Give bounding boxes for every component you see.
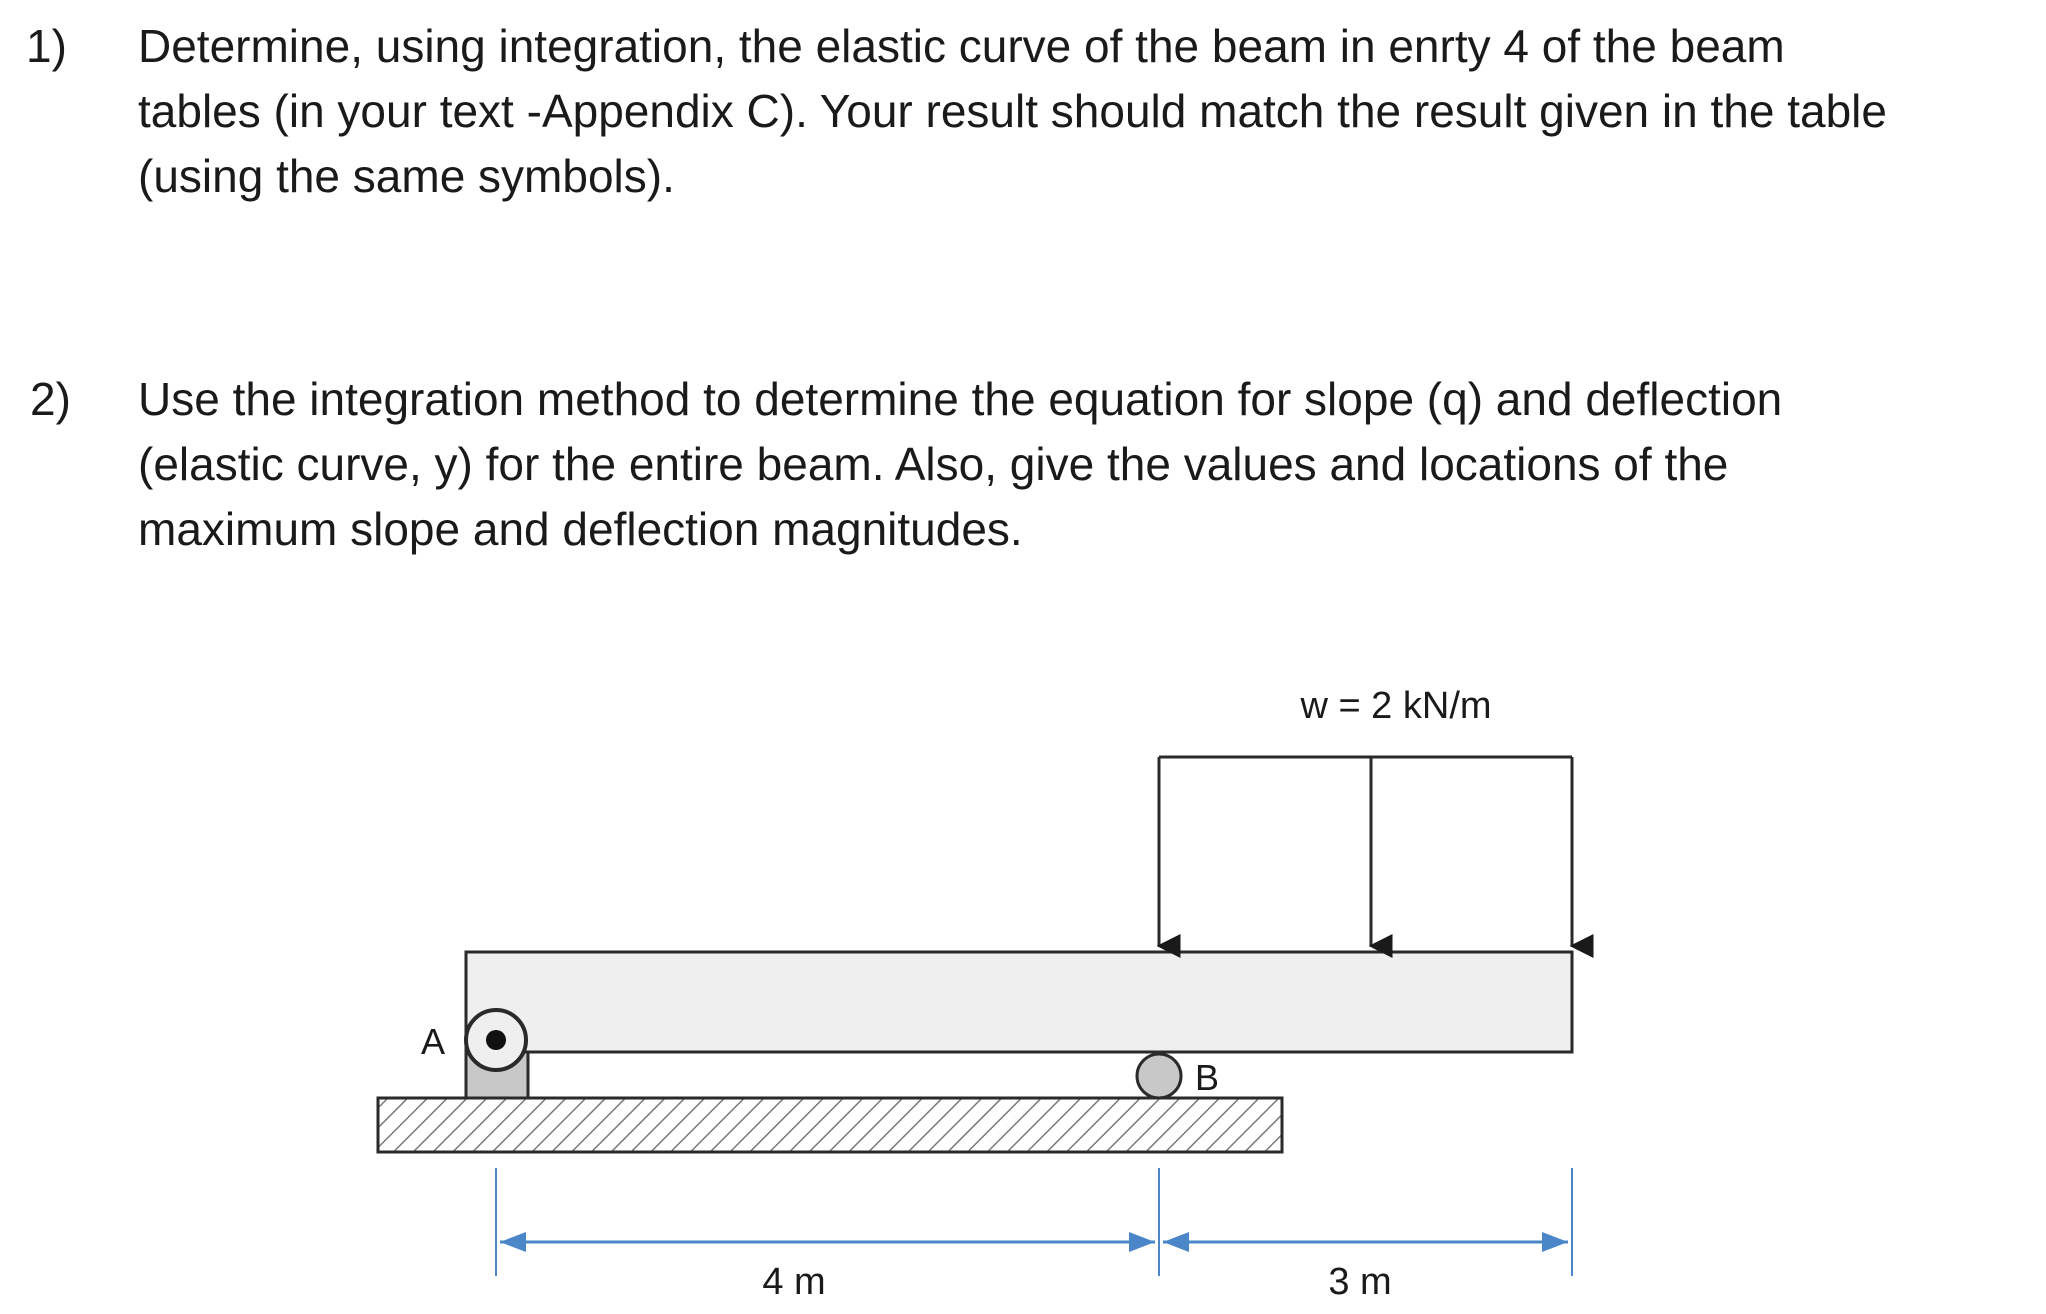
span-ab-label: 4 m: [762, 1261, 826, 1303]
support-a-label: A: [420, 1021, 446, 1062]
support-b-label: B: [1194, 1057, 1220, 1098]
problem-1-line-1: Determine, using integration, the elastic curve of the beam in enrty 4 of the beam: [138, 20, 1785, 72]
distributed-load: [1159, 757, 1572, 946]
problem-1-number: 1): [26, 20, 67, 72]
problem-2-number: 2): [30, 373, 71, 425]
problem-2-line-2: (elastic curve, y) for the entire beam. Also, give the values and locations of the: [138, 438, 1729, 490]
problem-2-line-3: maximum slope and deflection magnitudes.: [138, 503, 1023, 555]
problem-1-line-2: tables (in your text -Appendix C). Your result should match the result given in the table: [138, 85, 1887, 137]
problem-2-line-1: Use the integration method to determine the equation for slope (q) and deflection: [138, 373, 1783, 425]
dimension-lines: [496, 1168, 1572, 1276]
roller-support-b: [1137, 1054, 1181, 1098]
load-label: w = 2 kN/m: [1300, 685, 1492, 727]
beam: [466, 952, 1572, 1052]
pin-support-a-center: [486, 1030, 506, 1050]
ground: [378, 1098, 1282, 1152]
overhang-label: 3 m: [1328, 1261, 1392, 1303]
problem-1-line-3: (using the same symbols).: [138, 150, 675, 202]
